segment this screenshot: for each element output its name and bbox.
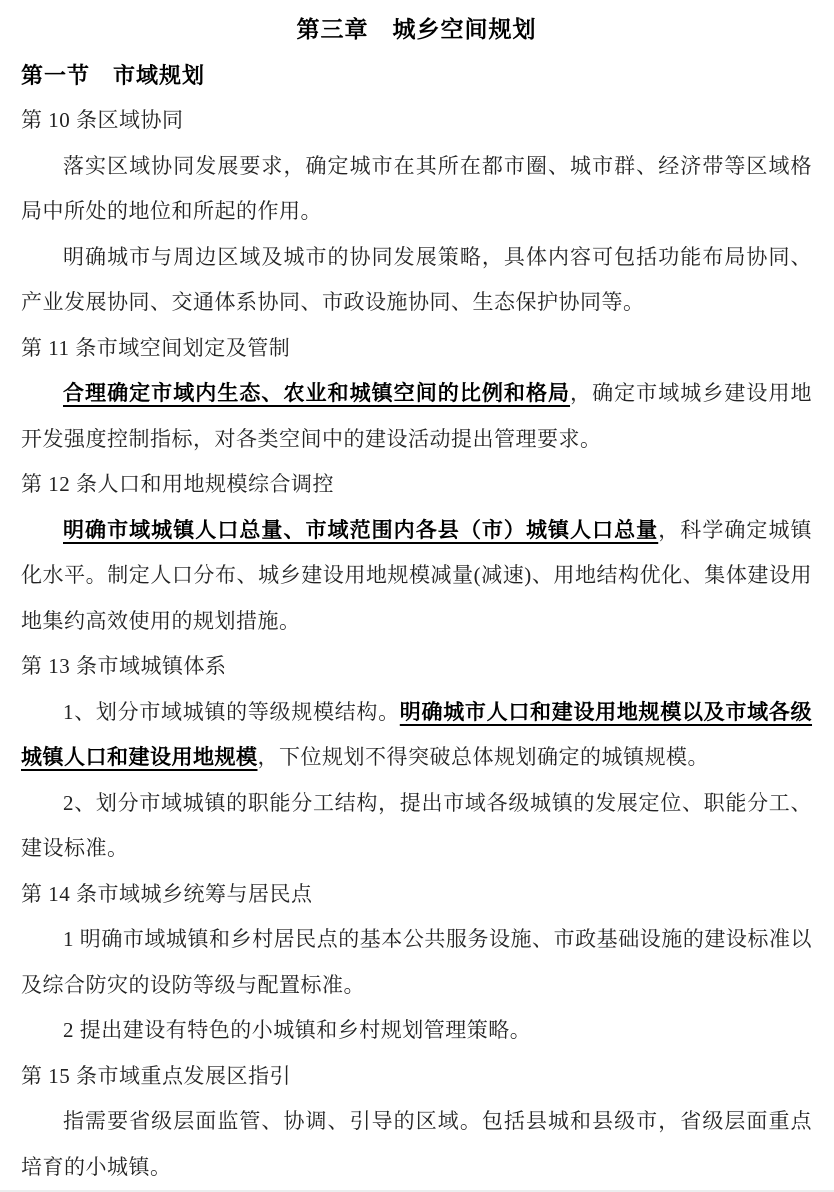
paragraph xyxy=(21,508,812,645)
paragraph xyxy=(21,690,812,781)
text-run: ，确定市域城乡建设用地开发强度控制指标，对各类空间中的建设活动提出管理要求。 xyxy=(21,381,813,451)
text-run: ，下位规划不得突破总体规划确定的城镇规模。 xyxy=(257,745,709,769)
text-run: 2、划分市域城镇的职能分工结构，提出市域各级城镇的发展定位、职能分工、建设标准。 xyxy=(21,790,812,860)
text-run: 1 明确市域城镇和乡村居民点的基本公共服务设施、市政基础设施的建设标准以及综合防灾的设防等级与配置标准。 xyxy=(21,927,812,997)
chapter-title: 第三章 城乡空间规划 xyxy=(296,16,537,42)
article-heading: 第 11 条市域空间划定及管制 xyxy=(21,335,291,360)
paragraph xyxy=(21,781,812,872)
emphasized-run: 明确市域城镇人口总量、市域范围内各县（市）城镇人口总量 xyxy=(63,518,659,542)
text-run: ，科学确定城镇化水平。制定人口分布、城乡建设用地规模减量(减速)、用地结构优化、集体建设用地集约高效使用的规划措施。 xyxy=(21,517,813,633)
text-run: 落实区域协同发展要求，确定城市在其所在都市圈、城市群、经济带等区域格局中所处的地位和所起的作用。 xyxy=(21,153,812,223)
text-run: 1、划分市域城镇的等级规模结构。 xyxy=(63,699,400,724)
text-run: 2 提出建设有特色的小城镇和乡村规划管理策略。 xyxy=(63,1018,532,1042)
emphasized-run: 合理确定市域内生态、农业和城镇空间的比例和格局 xyxy=(63,382,571,405)
paragraph xyxy=(21,1099,812,1190)
paragraph xyxy=(21,1008,812,1054)
text-run: 明确城市与周边区域及城市的协同发展策略，具体内容可包括功能布局协同、产业发展协同、交通体系协同、市政设施协同、生态保护协同等。 xyxy=(21,244,812,314)
section-title: 第一节 市域规划 xyxy=(21,62,206,88)
article-heading: 第 14 条市域城乡统筹与居民点 xyxy=(21,881,313,906)
article-heading: 第 12 条人口和用地规模综合调控 xyxy=(21,472,334,496)
emphasized-run: 明确城市人口和建设用地规模以及市域各级城镇人口和建设用地规模 xyxy=(21,700,813,769)
paragraph xyxy=(21,144,812,235)
article-heading: 第 13 条市域城镇体系 xyxy=(21,654,227,678)
article-heading: 第 15 条市域重点发展区指引 xyxy=(21,1063,291,1088)
articles-container xyxy=(21,98,812,1190)
paragraph xyxy=(21,235,812,326)
paragraph xyxy=(21,371,812,462)
text-run: 指需要省级层面监管、协调、引导的区域。包括县城和县级市，省级层面重点培育的小城镇。 xyxy=(21,1109,812,1179)
paragraph xyxy=(21,917,812,1008)
article-heading: 第 10 条区域协同 xyxy=(21,108,184,132)
